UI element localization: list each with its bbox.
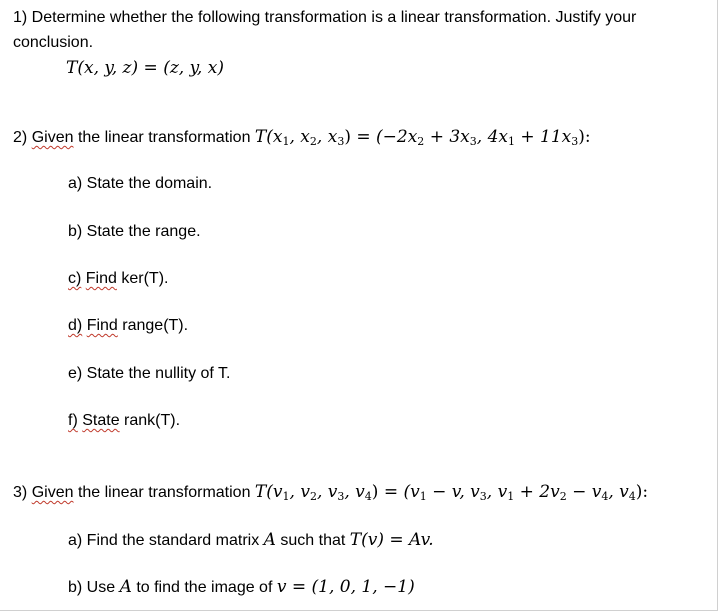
q3-rhs-4: + 2v: [514, 482, 560, 502]
q2-lhs-sub2: 2: [309, 135, 317, 148]
q3-b-mid: to find the image of: [136, 579, 273, 596]
q2-lhs-mid1: , x: [289, 127, 310, 147]
q2-part-c: [68, 269, 168, 289]
q2-part-d: [68, 316, 188, 336]
q3-lhs-1: (v: [266, 482, 283, 502]
q2-rhs-sub3: 1: [507, 135, 515, 148]
q2-given: Given: [31, 129, 74, 146]
q1-formula-args: (x, y, z): [77, 58, 139, 78]
q3-lhs-s1: 1: [282, 490, 290, 503]
q2-number: 2): [13, 129, 28, 146]
q3-rhs-3: , v: [486, 482, 508, 502]
q3-eq: =: [383, 482, 399, 502]
q3-lhs-3: , v: [316, 482, 338, 502]
q2-rhs-1: (−2x: [376, 127, 418, 147]
q2-rhs-sub1: 2: [417, 135, 425, 148]
q3-rhs-6: , v: [608, 482, 629, 502]
q3-part-a: [68, 530, 434, 551]
q3-b-eq: v = (1, 0, 1, −1): [276, 577, 415, 597]
q3-rhs-s2: 3: [479, 490, 487, 503]
q3-rhs-s5: 4: [601, 490, 609, 503]
q2-rhs-sub4: 3: [571, 135, 579, 148]
q3-rhs-5: − v: [566, 482, 602, 502]
q2-f-rest: rank(T).: [124, 412, 181, 429]
q3-b-A: A: [119, 577, 132, 597]
q3-header: [13, 482, 648, 503]
q2-header: [13, 127, 591, 148]
q2-lhs-close: ): [344, 127, 351, 147]
q3-a-mid: such that: [280, 532, 346, 549]
q3-rhs-s4: 2: [559, 490, 567, 503]
q3-part-b: [68, 577, 415, 598]
q3-a-A: A: [263, 530, 276, 550]
q2-part-e: e) State the nullity of T.: [68, 365, 231, 382]
q3-rhs-1: (v: [403, 482, 420, 502]
q3-lhs-5: ): [371, 482, 379, 502]
q3-number: 3): [13, 484, 28, 501]
q2-T: T: [254, 127, 267, 147]
q3-a-text: a) Find the standard matrix: [68, 532, 260, 549]
q3-b-text: b) Use: [68, 579, 116, 596]
q1-line1: 1) Determine whether the following transformation is a linear transformation. Justify your: [13, 9, 637, 26]
q2-d-rest: range(T).: [122, 317, 189, 334]
q1-line2: conclusion.: [13, 34, 94, 51]
q3-intro: the linear transformation: [77, 484, 251, 501]
q3-rhs-2: − v, v: [426, 482, 480, 502]
q2-f-label: f): [68, 412, 78, 429]
q2-rhs-4: + 11x: [514, 127, 572, 147]
q2-part-b: b) State the range.: [68, 223, 201, 240]
q2-rhs-sub2: 3: [469, 135, 477, 148]
q2-part-a: a) State the domain.: [68, 175, 213, 192]
q2-rhs-5: ):: [578, 127, 591, 147]
q2-c-rest: ker(T).: [121, 270, 169, 287]
q3-rhs-s1: 1: [419, 490, 427, 503]
q2-d-find: Find: [86, 317, 118, 334]
q2-d-label: d): [68, 317, 83, 334]
q2-lhs-mid2: , x: [316, 127, 338, 147]
q1-formula-rhs: (z, y, x): [163, 58, 224, 78]
q2-c-label: c): [68, 270, 82, 287]
q2-lhs-sub1: 1: [282, 135, 290, 148]
q2-intro: the linear transformation: [77, 129, 251, 146]
q2-f-state: State: [82, 412, 120, 429]
q3-lhs-2: , v: [289, 482, 310, 502]
q3-formula: [255, 482, 648, 502]
q3-rhs-7: ):: [635, 482, 649, 502]
q3-rhs-s3: 1: [507, 490, 515, 503]
q3-lhs-s3: 3: [337, 490, 345, 503]
q2-lhs-open: (x: [266, 127, 283, 147]
q2-rhs-3: , 4x: [476, 127, 508, 147]
q2-part-f: [68, 411, 180, 431]
q2-rhs-2: + 3x: [424, 127, 470, 147]
q2-c-find: Find: [85, 270, 117, 287]
q3-rhs-s6: 4: [628, 490, 636, 503]
q1-formula-eq: =: [143, 58, 158, 78]
q3-a-eq: T(v) = Av.: [349, 530, 434, 550]
q1-formula-T: T: [66, 58, 78, 78]
q2-eq: =: [356, 127, 371, 147]
q3-lhs-s2: 2: [309, 490, 317, 503]
q3-given: Given: [31, 484, 74, 501]
q2-formula: [255, 127, 591, 147]
q1-formula: [66, 58, 224, 78]
q3-lhs-s4: 4: [364, 490, 372, 503]
q2-lhs-sub3: 3: [337, 135, 345, 148]
q3-T: T: [254, 482, 267, 502]
q3-lhs-4: , v: [344, 482, 365, 502]
